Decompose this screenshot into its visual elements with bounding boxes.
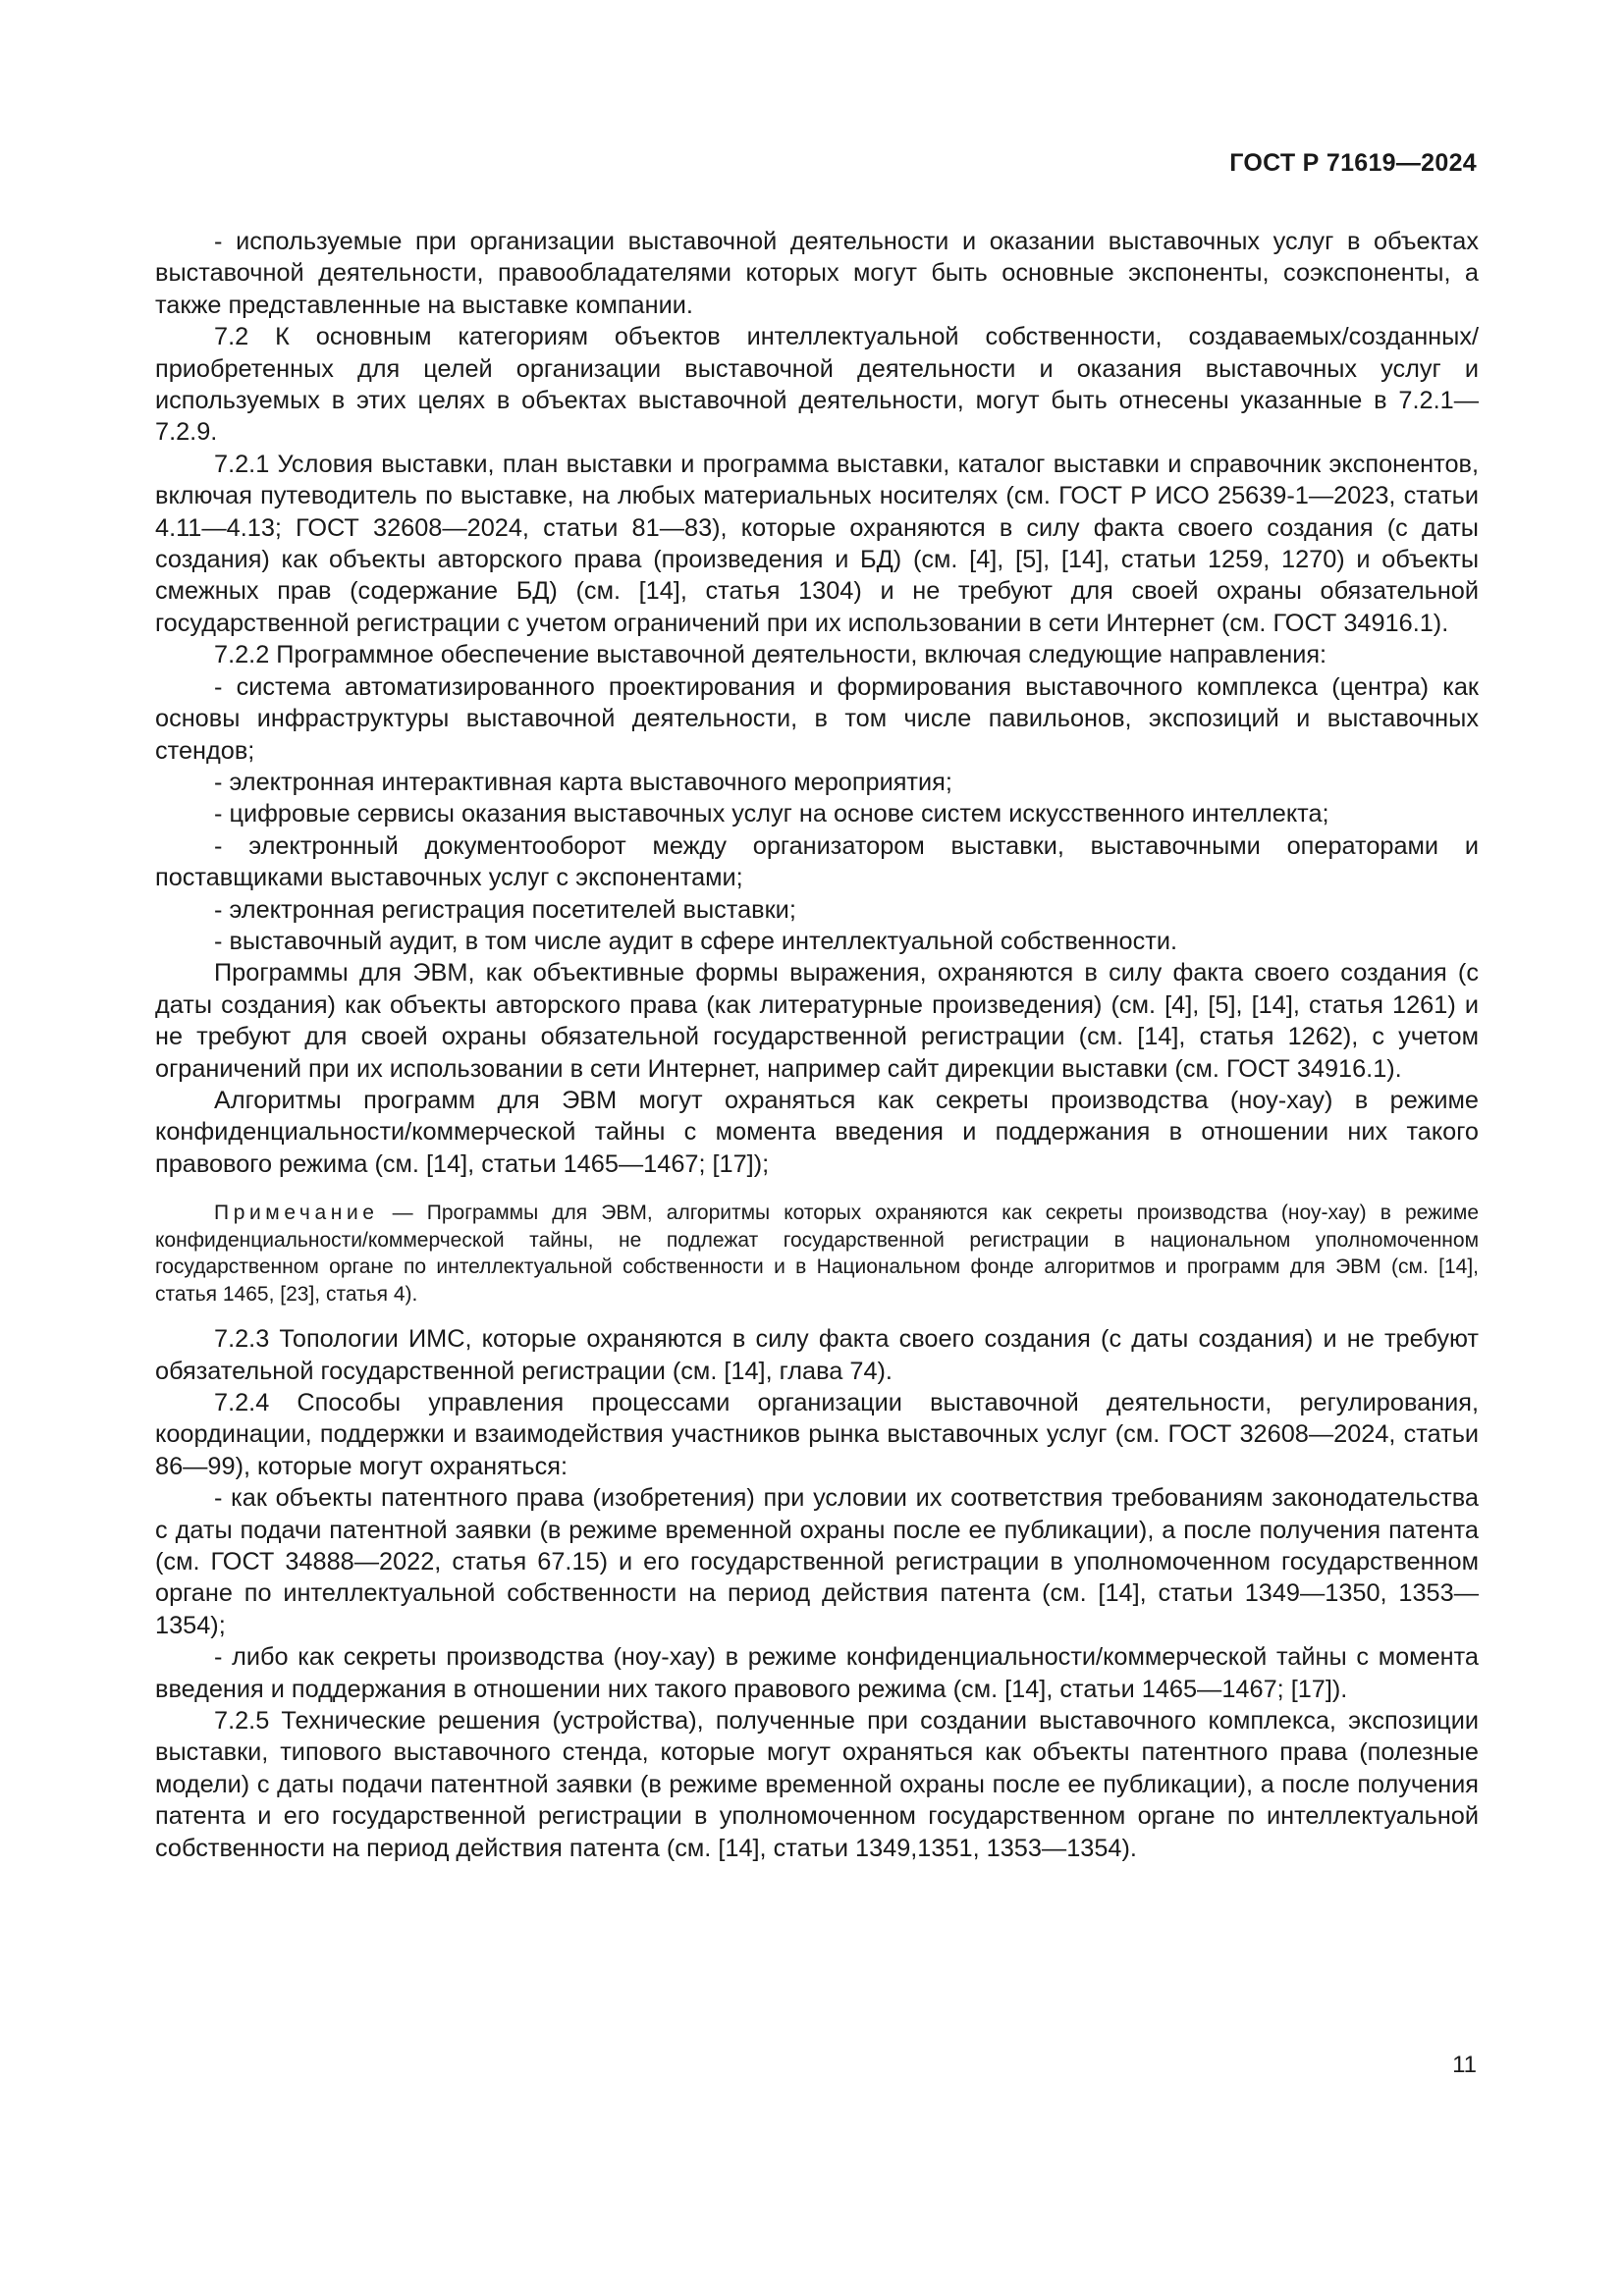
standard-designation: ГОСТ Р 71619—2024 — [1229, 149, 1477, 177]
paragraph-7-2-4: 7.2.4 Способы управления процессами организации выставочной деятельности, регулирования, координации, поддержки и взаимодействия участников рынка выставочных услуг (см. ГОСТ 32608—2024, статьи 86—99), которые могут охраняться: — [155, 1389, 1479, 1480]
list-item-interactive-map: - электронная интерактивная карта выставочного мероприятия; — [214, 768, 952, 796]
paragraph-7-2: 7.2 К основным категориям объектов интеллектуальной собственности, создаваемых/созданных/ приобретенных для целей организации выставочной деятельности и оказания выставочных услуг и используемых в этих целях в объектах выставочной деятельности, могут быть отнесены указанные в 7.2.1—7.2.9. — [155, 323, 1479, 447]
paragraph-7-2-1: 7.2.1 Условия выставки, план выставки и программа выставки, каталог выставки и справочник экспонентов, включая путеводитель по выставке, на любых материальных носителях (см. ГОСТ Р ИСО 25639-1—2023, статьи 4.11—4.13; ГОСТ 32608—2024, статьи 81—83), которые охраняются в силу факта своего создания (с даты создания) как объекты авторского права (произведения и БД) (см. [4], [5], [14], статьи 1259, 1270) и объекты смежных прав (содержание БД) (см. [14], статья 1304) и не требуют для своей охраны обязательной государственной регистрации с учетом ограничений при их использовании в сети Интернет (см. ГОСТ 34916.1). — [155, 450, 1479, 637]
paragraph-algorithms: Алгоритмы программ для ЭВМ могут охраняться как секреты производства (ноу-хау) в режиме конфиденциальности/коммерческой тайны с момента введения и поддержания в отношении них такого правового режима (см. [14], статьи 1465—1467; [17]); — [155, 1086, 1479, 1178]
body-text — [155, 226, 1479, 1864]
page-number: 11 — [1452, 2052, 1477, 2078]
list-item-document-flow: - электронный документооборот между организатором выставки, выставочными операторами и поставщиками выставочных услуг с экспонентами; — [155, 831, 1479, 892]
note-text: — Программы для ЭВМ, алгоритмы которых охраняются как секреты производства (ноу-хау) в режиме конфиденциальности/коммерческой тайны, не подлежат государственной регистрации в национальном уполномоченном государственном органе по интеллектуальной собственности и в Национальном фонде алгоритмов и программ для ЭВМ (см. [14], статья 1465, [23], статья 4). — [155, 1201, 1479, 1306]
paragraph-list-item-exhibitors: - используемые при организации выставочной деятельности и оказании выставочных услуг в объектах выставочной деятельности, правообладателями которых могут быть основные экспоненты, соэкспоненты, а также представленные на выставке компании. — [155, 228, 1479, 319]
note-label: Примечание — [214, 1201, 379, 1225]
list-item-exhibition-audit: - выставочный аудит, в том числе аудит в сфере интеллектуальной собственности. — [214, 927, 1177, 955]
paragraph-7-2-3: 7.2.3 Топологии ИМС, которые охраняются в силу факта своего создания (с даты создания) и не требуют обязательной государственной регистрации (см. [14], глава 74). — [155, 1325, 1479, 1385]
list-item-ai-services: - цифровые сервисы оказания выставочных услуг на основе систем искусственного интеллекта; — [214, 800, 1329, 828]
list-item-cad-system: - система автоматизированного проектирования и формирования выставочного комплекса (центра) как основы инфраструктуры выставочной деятельности, в том числе павильонов, экспозиций и выставочных стендов; — [155, 672, 1479, 765]
list-item-patent-objects: - как объекты патентного права (изобретения) при условии их соответствия требованиям законодательства с даты подачи патентной заявки (в режиме временной охраны после ее публикации), а после получения патента (см. ГОСТ 34888—2022, статья 67.15) и его государственной регистрации в уполномоченном государственном органе по интеллектуальной собственности на период действия патента (см. [14], статьи 1349—1350, 1353—1354); — [155, 1484, 1479, 1639]
list-item-visitor-registration: - электронная регистрация посетителей выставки; — [214, 895, 796, 924]
paragraph-7-2-5: 7.2.5 Технические решения (устройства), полученные при создании выставочного комплекса, экспозиции выставки, типового выставочного стенда, которые могут охраняться как объекты патентного права (полезные модели) с даты подачи патентной заявки (в режиме временной охраны после ее публикации), а после получения патента и его государственной регистрации в уполномоченном государственном органе по интеллектуальной собственности на период действия патента (см. [14], статьи 1349,1351, 1353—1354). — [155, 1707, 1479, 1862]
note-block — [155, 1200, 1479, 1308]
list-item-know-how: - либо как секреты производства (ноу-хау) в режиме конфиденциальности/коммерческой тайны с момента введения и поддержания в отношении них такого правового режима (см. [14], статьи 1465—1467; [17]). — [155, 1643, 1479, 1703]
paragraph-computer-programs: Программы для ЭВМ, как объективные формы выражения, охраняются в силу факта своего создания (с даты создания) как объекты авторского права (как литературные произведения) (см. [4], [5], [14], статья 1261) и не требуют для своей охраны обязательной государственной регистрации (см. [14], статья 1262), с учетом ограничений при их использовании в сети Интернет, например сайт дирекции выставки (см. ГОСТ 34916.1). — [155, 959, 1479, 1083]
paragraph-7-2-2: 7.2.2 Программное обеспечение выставочной деятельности, включая следующие направления: — [214, 641, 1327, 669]
